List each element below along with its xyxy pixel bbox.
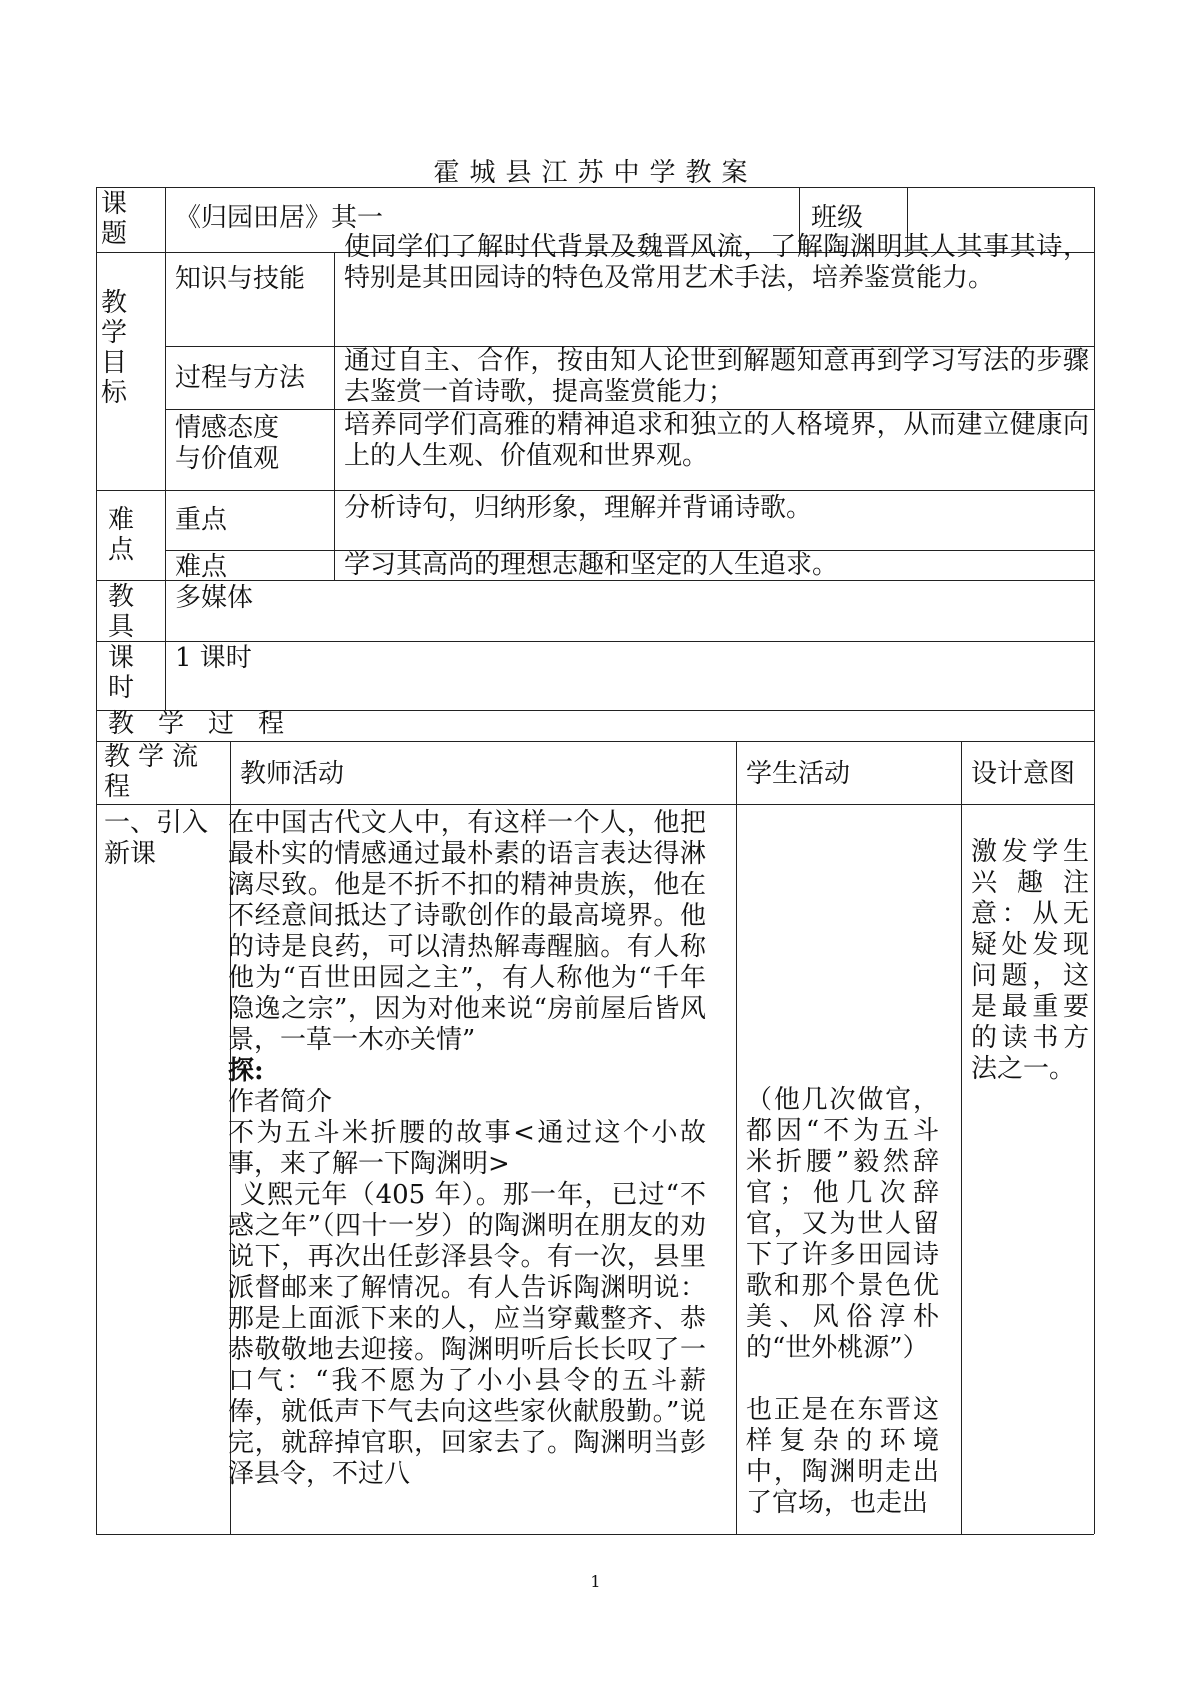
student-header: 学生活动 [746, 759, 851, 789]
topic-value: 《归园田居》其一 [175, 203, 384, 233]
difficulty-text: 分析诗句，归纳形象，理解并背诵诗歌。 [344, 493, 813, 523]
tools-value: 多媒体 [175, 583, 254, 613]
lesson-plan-table [96, 187, 1094, 1534]
explore-label: 探: [228, 1056, 264, 1086]
difficulty-label: 难点 [108, 505, 135, 565]
student-activity [746, 1085, 939, 1519]
intent-header: 设计意图 [971, 759, 1076, 789]
objective-text: 使同学们了解时代背景及魏晋风流，了解陶渊明其人其事其诗，特别是其田园诗的特色及常用艺术手法，培养鉴赏能力。 [344, 232, 1089, 293]
difficulty-name: 重点 [175, 505, 228, 535]
story-text: 义熙元年（405 年）。那一年，已过“不惑之年”（四十一岁）的陶渊明在朋友的劝说下，再次出任彭泽县令。有一次，县里派督邮来了解情况。有人告诉陶渊明说：那是上面派下来的人，应当穿戴整齐、恭恭敬敬地去迎接。陶渊明听后长长叹了一口气：“我不愿为了小小县令的五斗薪俸，就低声下气去向这些家伙献殷勤。”说完，就辞掉官职，回家去了。陶渊明当彭泽县令，不过八 [228, 1180, 706, 1489]
difficulty-name: 难点 [175, 552, 228, 582]
student-note-b: 也正是在东晋这样复杂的环境中，陶渊明走出了官场，也走出 [746, 1395, 939, 1518]
objective-name: 情感态度与价值观 [175, 413, 280, 474]
objective-text: 通过自主、合作，按由知人论世到解题知意再到学习写法的步骤去鉴赏一首诗歌，提高鉴赏能力； [344, 346, 1089, 407]
design-intent: 激发学生兴趣注意：从无疑处发现问题，这是最重要的读书方法之一。 [971, 837, 1089, 1084]
teacher-header: 教师活动 [240, 759, 345, 789]
hours-label: 课时 [108, 643, 135, 703]
topic-label: 课题 [101, 189, 128, 249]
objective-name: 知识与技能 [175, 264, 306, 294]
step-name: 一、引入新课 [104, 808, 209, 869]
teacher-activity [226, 808, 706, 1490]
objective-name: 过程与方法 [175, 363, 306, 393]
objectives-label: 教学目标 [101, 288, 128, 408]
difficulty-text: 学习其高尚的理想志趣和坚定的人生追求。 [344, 550, 839, 580]
flow-header: 教学流程 [104, 742, 207, 802]
story-title: 不为五斗米折腰的故事<通过这个小故事，来了解一下陶渊明> [228, 1118, 706, 1179]
process-header: 教学过程 [108, 709, 309, 739]
objective-text: 培养同学们高雅的精神追求和独立的人格境界，从而建立健康向上的人生观、价值观和世界观。 [344, 410, 1089, 471]
page-number: 1 [590, 1572, 601, 1591]
class-label: 班级 [811, 203, 864, 233]
author-intro-heading: 作者简介 [228, 1087, 333, 1117]
hours-value: 1 课时 [175, 643, 252, 673]
student-note-a: （他几次做官，都因“不为五斗米折腰”毅然辞官；他几次辞官，又为世人留下了许多田园诗歌和那个景色优美、风俗淳朴的“世外桃源”） [746, 1085, 939, 1363]
teacher-intro: 在中国古代文人中，有这样一个人，他把最朴实的情感通过最朴素的语言表达得淋漓尽致。他是不折不扣的精神贵族，他在不经意间抵达了诗歌创作的最高境界。他的诗是良药，可以清热解毒醒脑。有人称他为“百世田园之主”，有人称他为“千年隐逸之宗”，因为对他来说“房前屋后皆风景，一草一木亦关情” [228, 808, 706, 1055]
tools-label: 教具 [108, 582, 135, 642]
document-title: 霍城县江苏中学教案 [433, 158, 758, 188]
